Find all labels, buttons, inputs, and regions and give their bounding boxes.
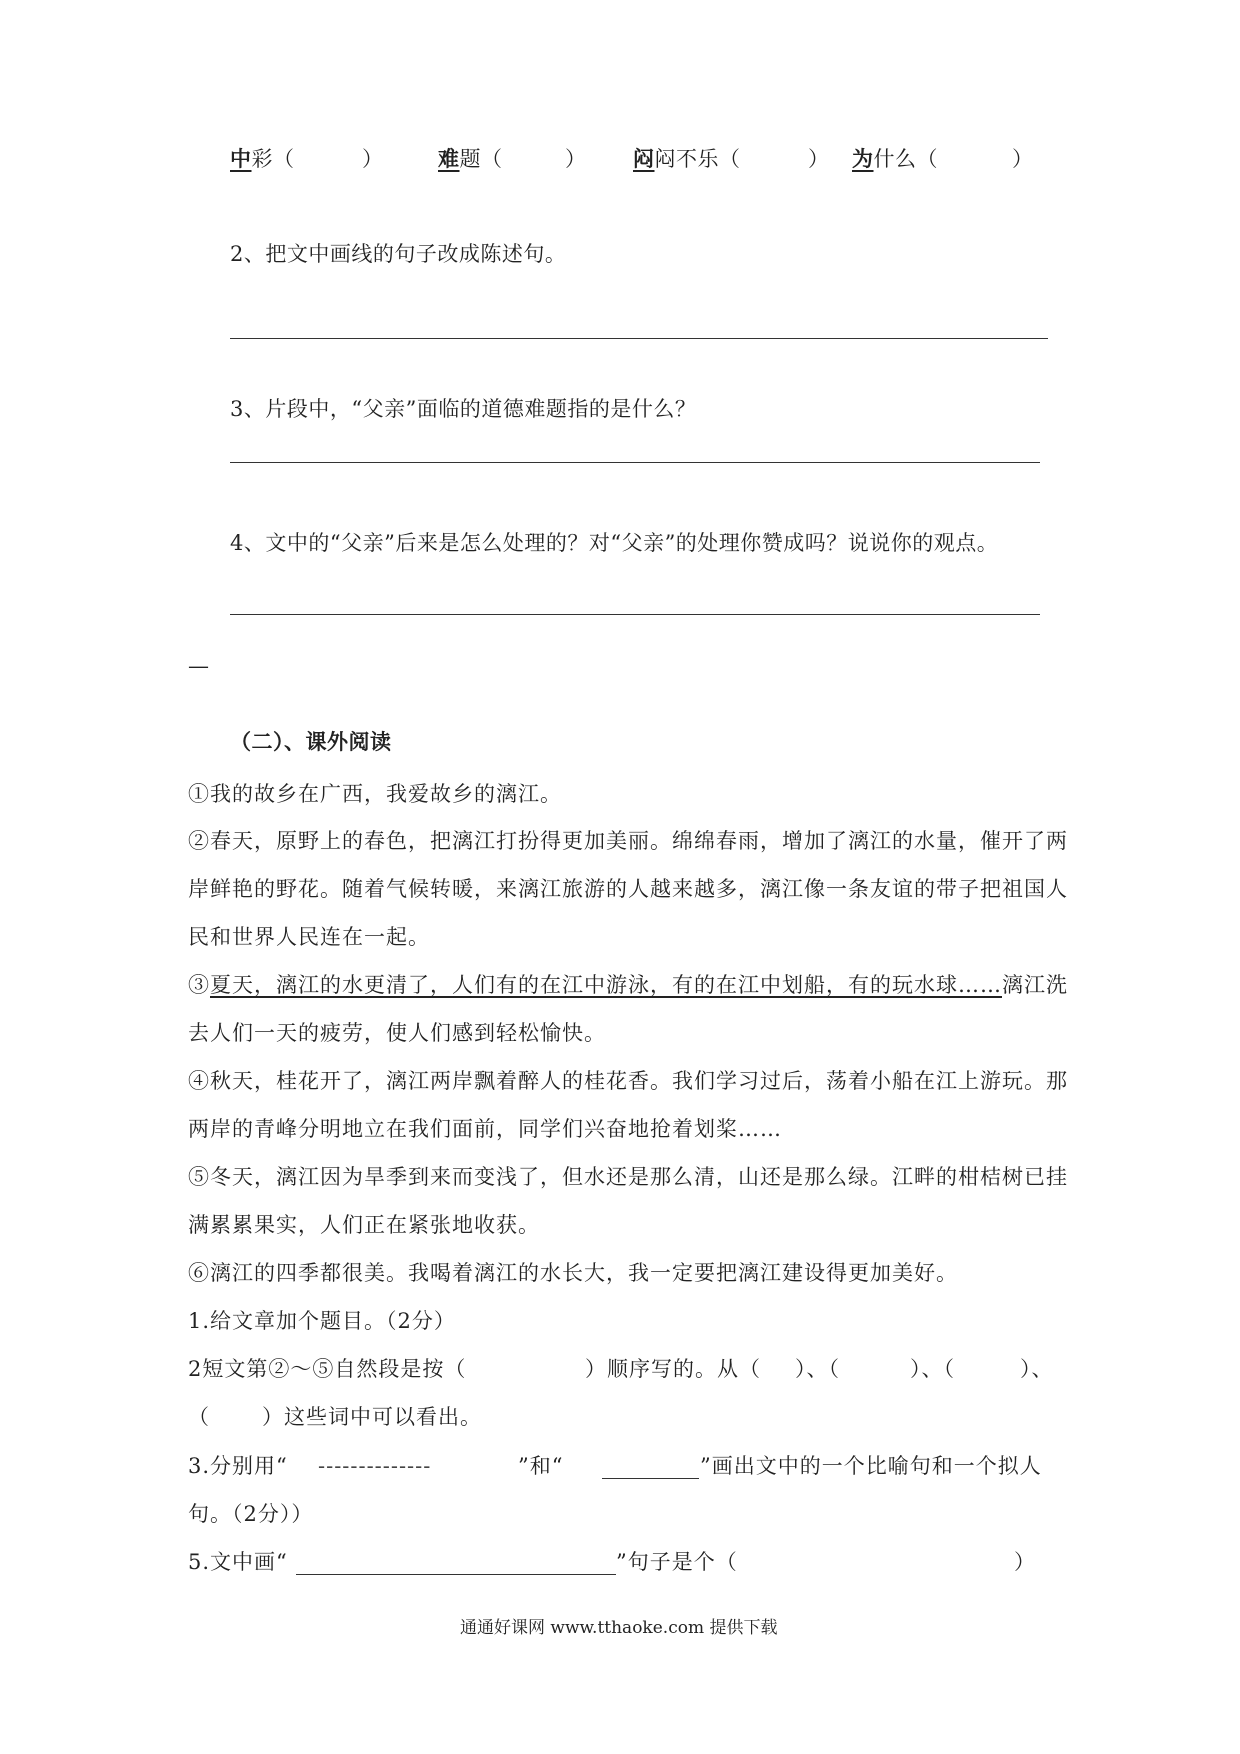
- q1-blank-close-3: ）: [808, 147, 830, 171]
- question-4: 4、文中的“父亲”后来是怎么处理的？对“父亲”的处理你赞成吗？说说你的观点。: [230, 531, 999, 555]
- passage-question-3-dashes: --------------: [318, 1454, 432, 1478]
- passage-question-3-a: 3.分别用“: [188, 1454, 288, 1478]
- q1-blank-close-2: ）: [565, 147, 587, 171]
- q1-blank-close-1: ）: [362, 147, 384, 171]
- passage-question-5-b: ”句子是个（: [616, 1550, 738, 1574]
- passage-paragraph-3-line-1: ③夏天，漓江的水更清了，人们有的在江中游泳，有的在江中划船，有的玩水球……漓江洗: [188, 973, 1068, 997]
- stray-dash: —: [188, 654, 210, 678]
- passage-question-3-c: ”画出文中的一个比喻句和一个拟人: [700, 1454, 1042, 1478]
- passage-question-2-b: ）顺序写的。从（: [585, 1357, 761, 1381]
- answer-line-q5[interactable]: [296, 1574, 616, 1575]
- question-2: 2、把文中画线的句子改成陈述句。: [230, 242, 567, 266]
- passage-paragraph-5-line-1: ⑤冬天，漓江因为旱季到来而变浅了，但水还是那么清，山还是那么绿。江畔的柑桔树已挂: [188, 1165, 1068, 1189]
- passage-paragraph-3-line-2: 去人们一天的疲劳，使人们感到轻松愉快。: [188, 1021, 606, 1045]
- passage-question-2-d: ）、（: [910, 1357, 955, 1381]
- passage-paragraph-1: ①我的故乡在广西，我爱故乡的漓江。: [188, 782, 562, 806]
- passage-paragraph-6: ⑥漓江的四季都很美。我喝着漓江的水长大，我一定要把漓江建设得更加美好。: [188, 1261, 958, 1285]
- passage-paragraph-2-line-3: 民和世界人民连在一起。: [188, 925, 430, 949]
- passage-paragraph-5-line-2: 满累累果实，人们正在紧张地收获。: [188, 1213, 540, 1237]
- passage-question-2-line2-b: ）这些词中可以看出。: [262, 1405, 482, 1429]
- passage-question-5-c: ）: [1014, 1550, 1036, 1574]
- passage-paragraph-2-line-2: 岸鲜艳的野花。随着气候转暖，来漓江旅游的人越来越多，漓江像一条友谊的带子把祖国人: [188, 877, 1068, 901]
- passage-question-5-a: 5.文中画“: [188, 1550, 288, 1574]
- answer-line-q4[interactable]: [230, 614, 1040, 615]
- q1-blank-close-4: ）: [1012, 147, 1034, 171]
- q1-item-4: 为什么（: [852, 146, 938, 171]
- passage-question-3-b: ”和“: [518, 1454, 564, 1478]
- passage-paragraph-4-line-1: ④秋天，桂花开了，漓江两岸飘着醉人的桂花香。我们学习过后，荡着小船在江上游玩。那: [188, 1069, 1068, 1093]
- passage-question-2-line2-a: （: [188, 1405, 210, 1429]
- passage-question-1: 1.给文章加个题目。（2分）: [188, 1309, 456, 1333]
- underlined-char: 为: [852, 146, 874, 171]
- passage-paragraph-2-line-1: ②春天，原野上的春色，把漓江打扮得更加美丽。绵绵春雨，增加了漓江的水量，催开了两: [188, 829, 1068, 853]
- page-footer: 通通好课网 www.tthaoke.com 提供下载: [460, 1618, 778, 1638]
- passage-question-2-a: 2短文第②～⑤自然段是按（: [188, 1357, 467, 1381]
- answer-line-q2[interactable]: [230, 338, 1048, 339]
- passage-question-2-e: ）、: [1020, 1357, 1054, 1381]
- passage-question-3-line-2: 句。（2分））: [188, 1502, 314, 1526]
- question-3: 3、片段中，“父亲”面临的道德难题指的是什么？: [230, 397, 697, 421]
- answer-line-q3-underline[interactable]: [602, 1478, 699, 1479]
- q1-item-3: 闷闷不乐（: [633, 146, 741, 171]
- passage-paragraph-4-line-2: 两岸的青峰分明地立在我们面前，同学们兴奋地抢着划桨……: [188, 1117, 782, 1141]
- passage-question-2-c: ）、（: [795, 1357, 840, 1381]
- answer-line-q3[interactable]: [230, 462, 1040, 463]
- underlined-char: 闷: [633, 146, 655, 171]
- section-title: （二）、课外阅读: [230, 729, 392, 754]
- underlined-char: 难: [438, 146, 460, 171]
- underlined-char: 中: [230, 146, 252, 171]
- q1-item-2: 难题（: [438, 146, 503, 171]
- q1-item-1: 中彩（: [230, 146, 295, 171]
- underlined-sentence: 夏天，漓江的水更清了，人们有的在江中游泳，有的在江中划船，有的玩水球……: [210, 973, 1002, 997]
